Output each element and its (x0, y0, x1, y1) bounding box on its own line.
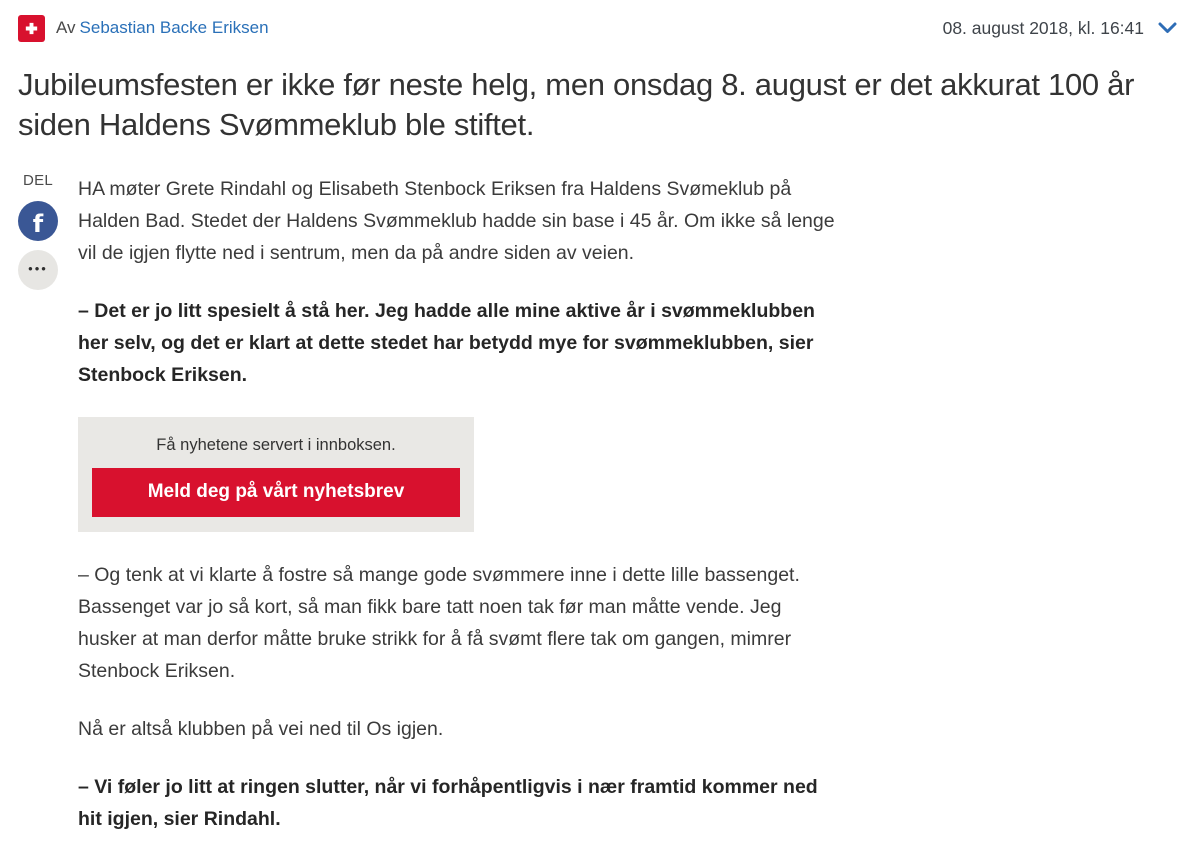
paragraph-5-quote: – Vi føler jo litt at ringen slutter, når vi forhåpentligvis i nær framtid kommer ned hit igjen, sier Rindahl. (78, 776, 818, 830)
newsletter-prompt: Få nyhetene servert i innboksen. (156, 436, 396, 454)
paragraph-2-quote: – Det er jo litt spesielt å stå her. Jeg hadde alle mine aktive år i svømmeklubben her selv, og det er klart at dette stedet har betydd mye for svømmeklubben, sier Stenbock Eriksen. (78, 300, 815, 386)
byline-prefix: Av (56, 18, 76, 37)
publish-date: 08. august 2018, kl. 16:41 (942, 17, 1144, 38)
article-body (78, 173, 1177, 835)
ellipsis-icon: ••• (28, 260, 48, 276)
publish-date-toggle[interactable] (943, 18, 1177, 39)
article-wrap (18, 173, 1177, 835)
byline-row (18, 0, 1177, 42)
share-label: DEL (22, 172, 54, 189)
facebook-icon: f (32, 210, 44, 238)
byline-text (56, 18, 269, 38)
paragraph-3: – Og tenk at vi klarte å fostre så mange gode svømmere inne i dette lille bassenget. Bassenget var jo så kort, så man fikk bare tatt noen tak før man måtte vende. Jeg husker at man derfor måtte bruke strikk for å få svømt flere tak om gangen, mimrer Stenbock Eriksen. (78, 564, 800, 682)
chevron-down-icon[interactable] (1158, 22, 1177, 34)
paragraph-1: HA møter Grete Rindahl og Elisabeth Stenbock Eriksen fra Haldens Svømeklub på Halden Bad. Stedet der Haldens Svømmeklub hadde sin base i 45 år. Om ikke så lenge vil de igjen flytte ned i sentrum, men da på andre siden av veien. (78, 178, 835, 264)
newsletter-box (78, 417, 474, 532)
author-link[interactable]: Sebastian Backe Eriksen (79, 18, 269, 37)
article-lede-headline: Jubileumsfesten er ikke før neste helg, men onsdag 8. august er det akkurat 100 år siden Haldens Svømmeklub ble stiftet. (18, 67, 1135, 142)
facebook-share-button[interactable] (18, 201, 58, 241)
share-rail (18, 173, 58, 299)
more-share-button[interactable] (18, 250, 58, 290)
paragraph-4: Nå er altså klubben på vei ned til Os igjen. (78, 718, 444, 740)
newsletter-signup-button[interactable]: Meld deg på vårt nyhetsbrev (92, 468, 460, 517)
plus-icon (18, 15, 45, 42)
